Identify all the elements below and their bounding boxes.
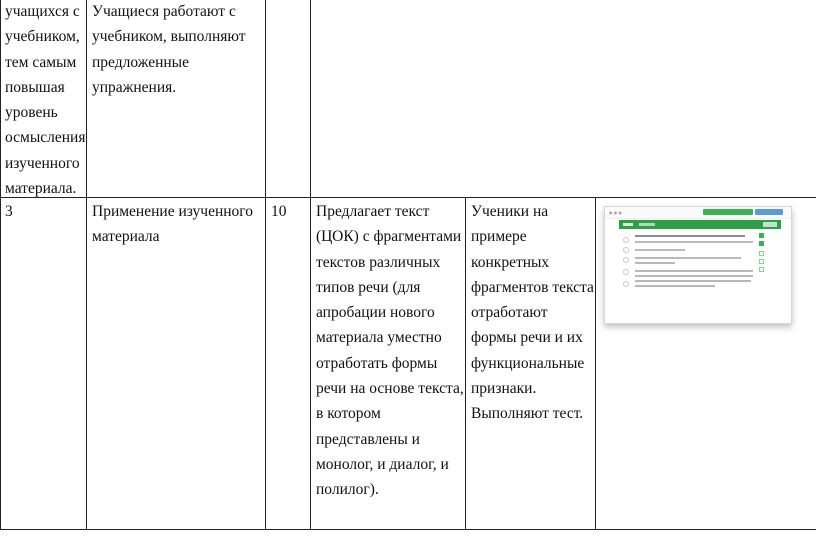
table-border-divider-5 <box>595 197 596 530</box>
thumbnail-text-line <box>635 249 685 251</box>
table-border-divider-3 <box>310 197 311 530</box>
thumbnail-green-square-icon <box>759 233 764 238</box>
top-row-student-activity-cell: Учащиеся работают с учебником, выполняют предложенные упражнения. <box>92 3 246 96</box>
thumbnail-radio-icon <box>623 281 629 287</box>
thumbnail-green-square-icon <box>759 241 764 246</box>
table-border-divider-top-1 <box>86 0 87 197</box>
table-bottom-border <box>0 529 816 530</box>
thumbnail-outline-square-icon <box>759 259 764 264</box>
student-activity-cell: Ученики на примере конкретных фрагментов текста отработают формы речи и их функциональные признаки. Выполняют тест. <box>471 203 594 423</box>
table-border-left-top <box>0 0 1 197</box>
lesson-screenshot-thumbnail <box>604 206 792 324</box>
stage-duration-cell: 10 <box>271 203 287 220</box>
thumbnail-outline-square-icon <box>759 267 764 272</box>
table-border-divider-top-3 <box>310 0 311 197</box>
table-border-divider-4 <box>465 197 466 530</box>
thumbnail-text-line <box>635 262 675 264</box>
thumbnail-green-button <box>703 209 753 215</box>
thumbnail-blue-button <box>755 209 783 215</box>
thumbnail-radio-icon <box>623 257 629 263</box>
thumbnail-nav-icon: ● ● ● <box>609 210 623 215</box>
top-row-goal-cell: учащихся с учебником, тем самым повышая уровень осмысления изученного материала. <box>5 3 86 198</box>
thumbnail-text-line <box>635 285 715 287</box>
stage-number-cell: 3 <box>5 203 13 220</box>
teacher-activity-cell: Предлагает текст (ЦОК) с фрагментами текстов различных типов речи (для апробации нового материала уместно отработать формы речи на основе текста, в котором представлены и монолог, и диалог, и полилог). <box>316 203 464 499</box>
thumbnail-text-line <box>635 280 751 282</box>
thumbnail-radio-icon <box>623 247 629 253</box>
thumbnail-text-line <box>635 241 753 243</box>
table-row-divider <box>0 197 816 198</box>
thumbnail-text-line <box>635 235 745 237</box>
table-border-divider-1 <box>86 197 87 530</box>
thumbnail-text-line <box>635 257 741 259</box>
thumbnail-outline-square-icon <box>759 251 764 256</box>
table-border-divider-top-2 <box>265 0 266 197</box>
thumbnail-header-bar <box>619 220 781 229</box>
thumbnail-text-line <box>635 275 753 277</box>
table-border-divider-2 <box>265 197 266 530</box>
thumbnail-text-line <box>635 270 753 272</box>
table-border-left-bottom <box>0 197 1 530</box>
thumbnail-radio-icon <box>623 237 629 243</box>
thumbnail-top-bar <box>605 207 791 219</box>
thumbnail-radio-icon <box>623 269 629 275</box>
stage-name-cell: Применение изученного материала <box>92 203 254 246</box>
